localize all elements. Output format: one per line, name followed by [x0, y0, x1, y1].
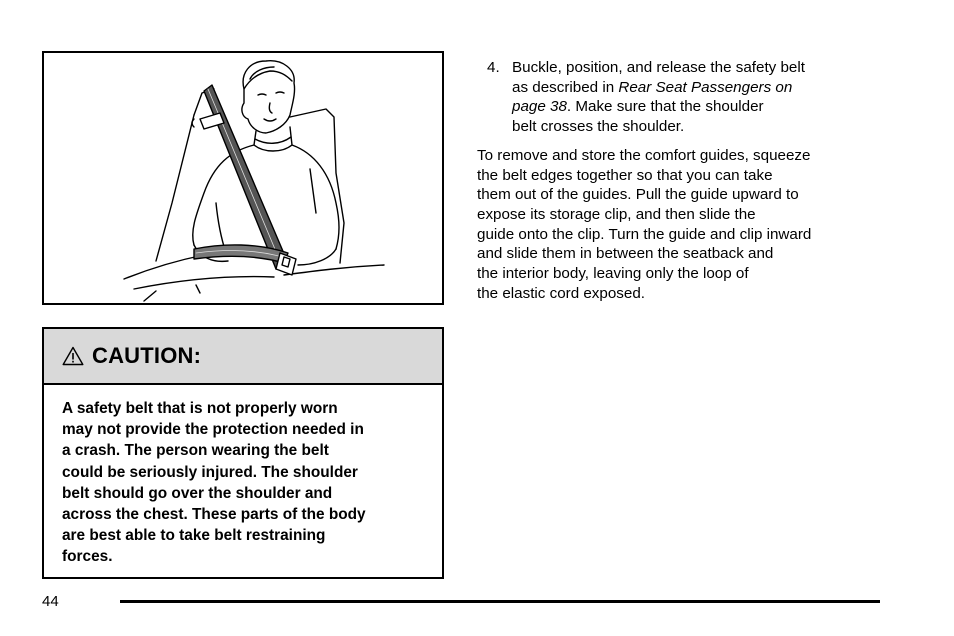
seat-belt-illustration: [42, 51, 444, 305]
paragraph-line: and slide them in between the seatback and: [477, 245, 774, 263]
page-reference-link[interactable]: Rear Seat Passengers on: [618, 78, 793, 96]
caution-line: across the chest. These parts of the body: [62, 506, 366, 524]
step-line-text: as described in: [512, 78, 619, 96]
caution-title: CAUTION:: [92, 343, 202, 368]
comfort-guide-storage-paragraph: [477, 146, 887, 304]
caution-line: A safety belt that is not properly worn: [62, 400, 338, 417]
caution-line: may not provide the protection needed in: [62, 421, 364, 439]
step-line: belt crosses the shoulder.: [512, 118, 685, 136]
caution-line: belt should go over the shoulder and: [62, 484, 333, 502]
step-line-text: . Make sure that the shoulder: [566, 98, 764, 116]
step-number: 4.: [487, 59, 500, 76]
seatback-line-right: [290, 109, 344, 263]
page-reference-link[interactable]: page 38: [512, 98, 567, 116]
torso-right: [292, 145, 339, 249]
step-line: [512, 97, 805, 117]
page-number: 44: [42, 593, 59, 610]
child-seat-belt-drawing: [44, 53, 442, 303]
paragraph-line: expose its storage clip, and then slide the: [477, 205, 756, 223]
paragraph-line: the elastic cord exposed.: [477, 284, 646, 302]
shoulder-belt: [204, 85, 288, 269]
instructions-column: [477, 58, 887, 303]
warning-triangle-icon: [62, 346, 84, 366]
caution-box: [42, 327, 444, 579]
paragraph-line: the interior body, leaving only the loop of: [477, 265, 749, 283]
torso-left: [193, 145, 254, 245]
paragraph-line: guide onto the clip. Turn the guide and clip inward: [477, 225, 812, 243]
caution-text: [44, 385, 442, 568]
caution-header: [44, 329, 442, 385]
caution-line: forces.: [62, 548, 113, 566]
footer-divider: [120, 600, 880, 603]
paragraph-line: the belt edges together so that you can take: [477, 166, 773, 184]
paragraph-line: them out of the guides. Pull the guide upward to: [477, 186, 799, 204]
paragraph-line: To remove and store the comfort guides, squeeze: [477, 146, 811, 164]
belt-buckle: [276, 253, 296, 275]
step-line: Buckle, position, and release the safety belt: [512, 59, 805, 76]
step-4: [477, 58, 887, 137]
step-text: [512, 58, 805, 137]
caution-line: a crash. The person wearing the belt: [62, 442, 329, 460]
caution-line: could be seriously injured. The shoulder: [62, 463, 358, 481]
caution-line: are best able to take belt restraining: [62, 527, 326, 545]
seatback-line-left: [156, 115, 194, 261]
step-line: [512, 78, 805, 98]
